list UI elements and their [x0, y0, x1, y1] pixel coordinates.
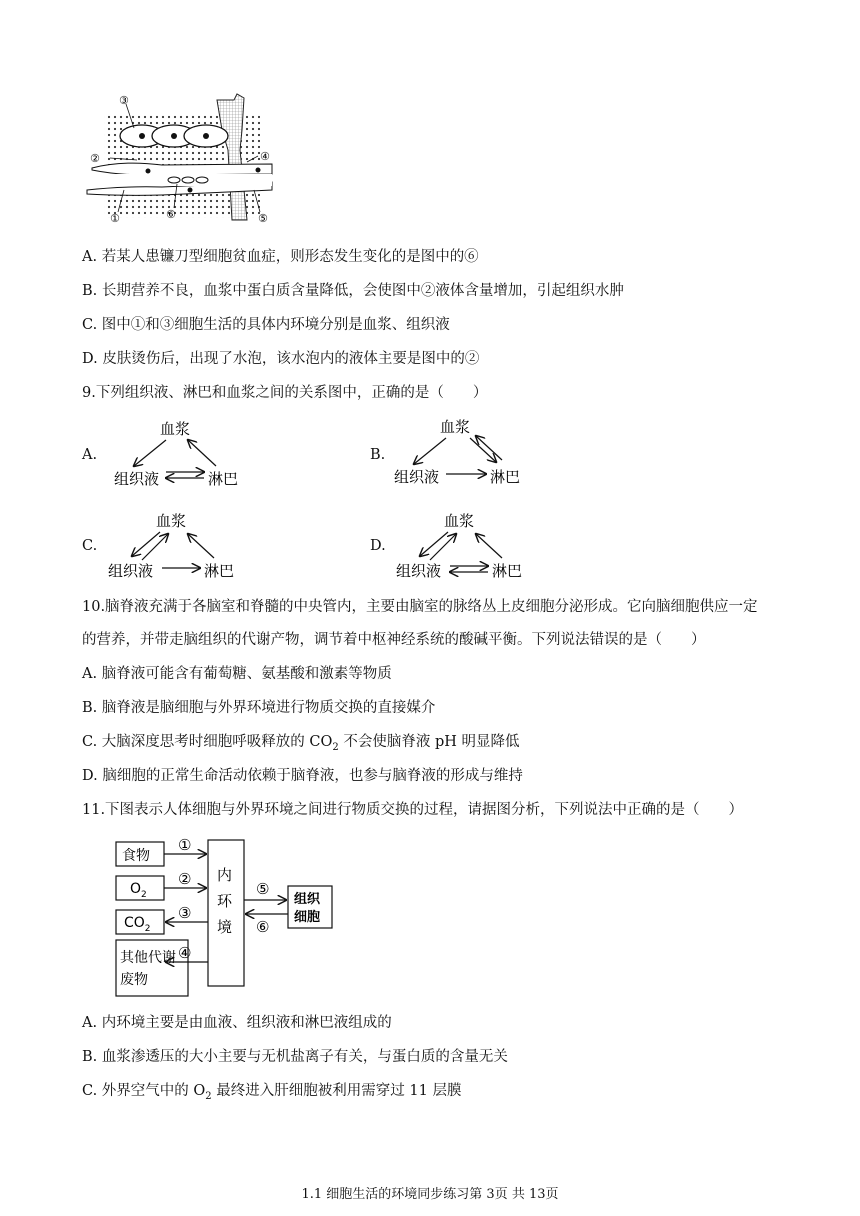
node-lymph: 淋巴: [490, 468, 521, 486]
node-plasma: 血浆: [440, 418, 471, 436]
text-segment: C. 外界空气中的 O: [82, 1083, 206, 1099]
node-plasma: 血浆: [160, 420, 191, 438]
figure-label: ⑥: [166, 208, 176, 221]
page-footer: 1.1 细胞生活的环境同步练习第 3页 共 13页: [301, 1187, 559, 1202]
subscript: 2: [332, 741, 339, 753]
inner-env-char: 境: [217, 918, 233, 936]
node-lymph: 淋巴: [204, 562, 235, 580]
tissue-structure-figure: [82, 90, 282, 230]
q9-diagram-c: [104, 504, 254, 584]
q9-diagram-a: [108, 414, 258, 494]
step-number: ⑥: [256, 918, 270, 936]
cell-line1: 组织: [294, 892, 321, 907]
figure-label: ③: [119, 94, 129, 107]
figure-label: ⑤: [258, 212, 268, 225]
q9-diagram-d: [394, 504, 544, 584]
node-plasma: 血浆: [156, 512, 187, 530]
text-segment: 最终进入肝细胞被利用需穿过 11 层膜: [211, 1083, 462, 1099]
q10-stem-line2: 的营养，并带走脑组织的代谢产物，调节着中枢神经系统的酸碱平衡。下列说法错误的是（ ）: [82, 632, 706, 648]
o2-sub: 2: [141, 890, 147, 900]
node-tissue: 组织液: [114, 470, 160, 488]
node-lymph: 淋巴: [492, 562, 523, 580]
q11-option-c: [82, 1081, 461, 1107]
q8-option-b: B. 长期营养不良，血浆中蛋白质含量降低，会使图中②液体含量增加，引起组织水肿: [82, 283, 624, 299]
q9-option-c-letter: C.: [82, 538, 98, 554]
co2-main: CO: [124, 915, 145, 931]
o2-main: O: [130, 881, 142, 897]
node-tissue: 组织液: [394, 468, 440, 486]
q8-option-a: A. 若某人患镰刀型细胞贫血症，则形态发生变化的是图中的⑥: [82, 249, 479, 265]
q9-option-b-letter: B.: [370, 447, 386, 463]
inner-env-char: 内: [217, 866, 233, 884]
step-number: ①: [178, 836, 192, 854]
step-number: ②: [178, 870, 192, 888]
co2-sub: 2: [144, 924, 151, 934]
q9-option-d-letter: D.: [370, 538, 386, 554]
q9-option-a-letter: A.: [82, 447, 98, 463]
inner-env-char: 环: [217, 892, 233, 910]
cell-line2: 细胞: [294, 910, 321, 925]
q10-option-d: D. 脑细胞的正常生命活动依赖于脑脊液，也参与脑脊液的形成与维持: [82, 768, 523, 784]
q11-stem: 11.下图表示人体细胞与外界环境之间进行物质交换的过程，请据图分析，下列说法中正确的是（ ）: [82, 802, 744, 818]
q11-option-a: A. 内环境主要是由血液、组织液和淋巴液组成的: [82, 1015, 392, 1031]
step-number: ⑤: [256, 880, 270, 898]
q10-option-a: A. 脑脊液可能含有葡萄糖、氨基酸和激素等物质: [82, 666, 392, 682]
q10-stem-line1: 10.脑脊液充满于各脑室和脊髓的中央管内，主要由脑室的脉络丛上皮细胞分泌形成。它向脑细胞供应一定: [82, 599, 758, 615]
waste-line1: 其他代谢: [120, 950, 176, 966]
text-segment: C. 大脑深度思考时细胞呼吸释放的 CO: [82, 734, 333, 750]
q8-option-d: D. 皮肤烫伤后，出现了水泡，该水泡内的液体主要是图中的②: [82, 351, 480, 367]
node-tissue: 组织液: [108, 562, 154, 580]
waste-line2: 废物: [120, 972, 148, 988]
q11-exchange-diagram: [110, 832, 350, 1002]
node-tissue: 组织液: [396, 562, 442, 580]
figure-label: ②: [90, 152, 100, 165]
q10-option-c: [82, 732, 520, 758]
q11-option-b: B. 血浆渗透压的大小主要与无机盐离子有关，与蛋白质的含量无关: [82, 1049, 508, 1065]
q10-option-b: B. 脑脊液是脑细胞与外界环境进行物质交换的直接媒介: [82, 700, 436, 716]
subscript: 2: [205, 1090, 212, 1102]
step-number: ④: [178, 944, 192, 962]
figure-label: ④: [260, 150, 270, 163]
text-segment: 不会使脑脊液 pH 明显降低: [338, 734, 520, 750]
q9-diagram-b: [390, 410, 540, 490]
node-plasma: 血浆: [444, 512, 475, 530]
q8-option-c: C. 图中①和③细胞生活的具体内环境分别是血浆、组织液: [82, 317, 450, 333]
step-number: ③: [178, 904, 192, 922]
figure-label: ①: [110, 212, 120, 225]
q9-stem: 9.下列组织液、淋巴和血浆之间的关系图中，正确的是（ ）: [82, 385, 488, 401]
node-lymph: 淋巴: [208, 470, 239, 488]
food-label: 食物: [122, 848, 150, 864]
